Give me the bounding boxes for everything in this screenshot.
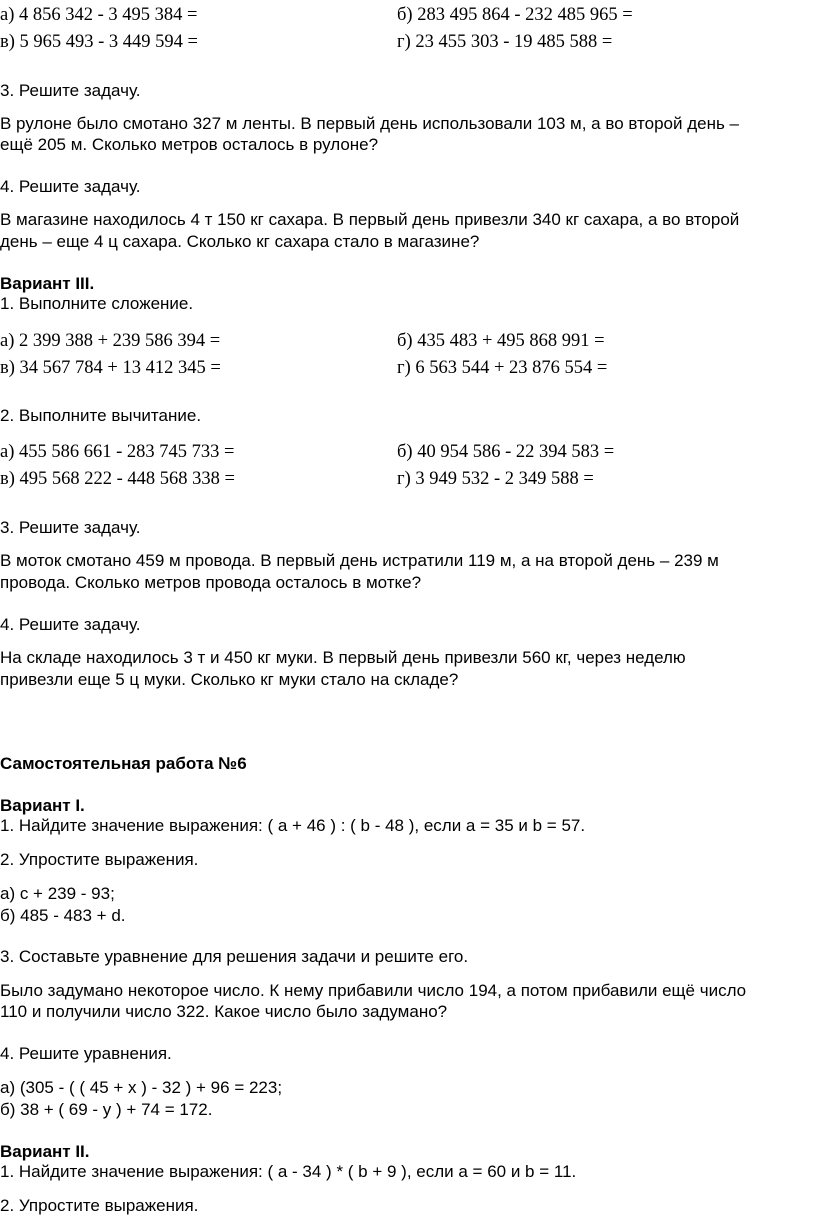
sr6-v1-task3-line2: 110 и получили число 322. Какое число было задумано?: [0, 1002, 448, 1021]
task4-heading: 4. Решите задачу.: [0, 177, 141, 196]
variant3-task4-heading: 4. Решите задачу.: [0, 615, 141, 634]
section-title-sr6: Самостоятельная работа №6: [0, 754, 247, 773]
expr-top-b: б) 283 495 864 - 232 485 965 =: [397, 5, 633, 25]
sr6-v2-task1: 1. Найдите значение выражения: ( a - 34 ) * ( b + 9 ), если a = 60 и b = 11.: [0, 1162, 577, 1181]
sr6-v1-task4-b: б) 38 + ( 69 - y ) + 74 = 172.: [0, 1100, 213, 1119]
variant3-task4-line2: привезли еще 5 ц муки. Сколько кг муки стало на складе?: [0, 670, 459, 689]
variant3-task4-line1: На складе находилось 3 т и 450 кг муки. В первый день привезли 560 кг, через неделю: [0, 648, 686, 667]
sr6-v1-task2-b: б) 485 - 483 + d.: [0, 906, 126, 925]
task4-text-line2: день – еще 4 ц сахара. Сколько кг сахара стало в магазине?: [0, 232, 480, 251]
expr-top-g: г) 23 455 303 - 19 485 588 =: [397, 32, 613, 52]
sr6-v2-task2-heading: 2. Упростите выражения.: [0, 1196, 199, 1215]
expr-add-b: б) 435 483 + 495 868 991 =: [397, 331, 605, 351]
task3-heading: 3. Решите задачу.: [0, 81, 141, 100]
task3-text-line2: ещё 205 м. Сколько метров осталось в рулоне?: [0, 135, 379, 154]
sr6-variant1-title: Вариант I.: [0, 796, 85, 815]
expr-add-a: а) 2 399 388 + 239 586 394 =: [0, 331, 221, 351]
sr6-v1-task3-line1: Было задумано некоторое число. К нему прибавили число 194, а потом прибавили ещё число: [0, 981, 747, 1000]
expr-sub-g: г) 3 949 532 - 2 349 588 =: [397, 469, 594, 489]
expr-add-g: г) 6 563 544 + 23 876 554 =: [397, 358, 608, 378]
task4-text-line1: В магазине находилось 4 т 150 кг сахара. В первый день привезли 340 кг сахара, а во второй: [0, 210, 740, 229]
sr6-v1-task4-a: а) (305 - ( ( 45 + x ) - 32 ) + 96 = 223;: [0, 1078, 283, 1097]
sr6-v1-task2-a: а) с + 239 - 93;: [0, 884, 115, 903]
expr-top-v: в) 5 965 493 - 3 449 594 =: [0, 32, 198, 52]
expr-sub-v: в) 495 568 222 - 448 568 338 =: [0, 469, 235, 489]
variant3-task3-heading: 3. Решите задачу.: [0, 518, 141, 537]
sr6-v1-task1: 1. Найдите значение выражения: ( a + 46 ) : ( b - 48 ), если a = 35 и b = 57.: [0, 816, 586, 835]
expr-sub-a: а) 455 586 661 - 283 745 733 =: [0, 442, 235, 462]
sr6-v1-task2-heading: 2. Упростите выражения.: [0, 850, 199, 869]
variant3-task2-heading: 2. Выполните вычитание.: [0, 406, 202, 425]
expr-add-v: в) 34 567 784 + 13 412 345 =: [0, 358, 221, 378]
variant3-task3-line1: В моток смотано 459 м провода. В первый день истратили 119 м, а на второй день – 239 м: [0, 551, 719, 570]
variant3-title: Вариант III.: [0, 274, 95, 293]
sr6-v1-task4-heading: 4. Решите уравнения.: [0, 1044, 172, 1063]
variant3-task1-heading: 1. Выполните сложение.: [0, 294, 194, 313]
variant3-task3-line2: провода. Сколько метров провода осталось в мотке?: [0, 573, 422, 592]
expr-top-a: а) 4 856 342 - 3 495 384 =: [0, 5, 198, 25]
sr6-v1-task3-heading: 3. Составьте уравнение для решения задачи и решите его.: [0, 947, 469, 966]
expr-sub-b: б) 40 954 586 - 22 394 583 =: [397, 442, 615, 462]
sr6-variant2-title: Вариант II.: [0, 1142, 90, 1161]
task3-text-line1: В рулоне было смотано 327 м ленты. В первый день использовали 103 м, а во второй день –: [0, 114, 740, 133]
